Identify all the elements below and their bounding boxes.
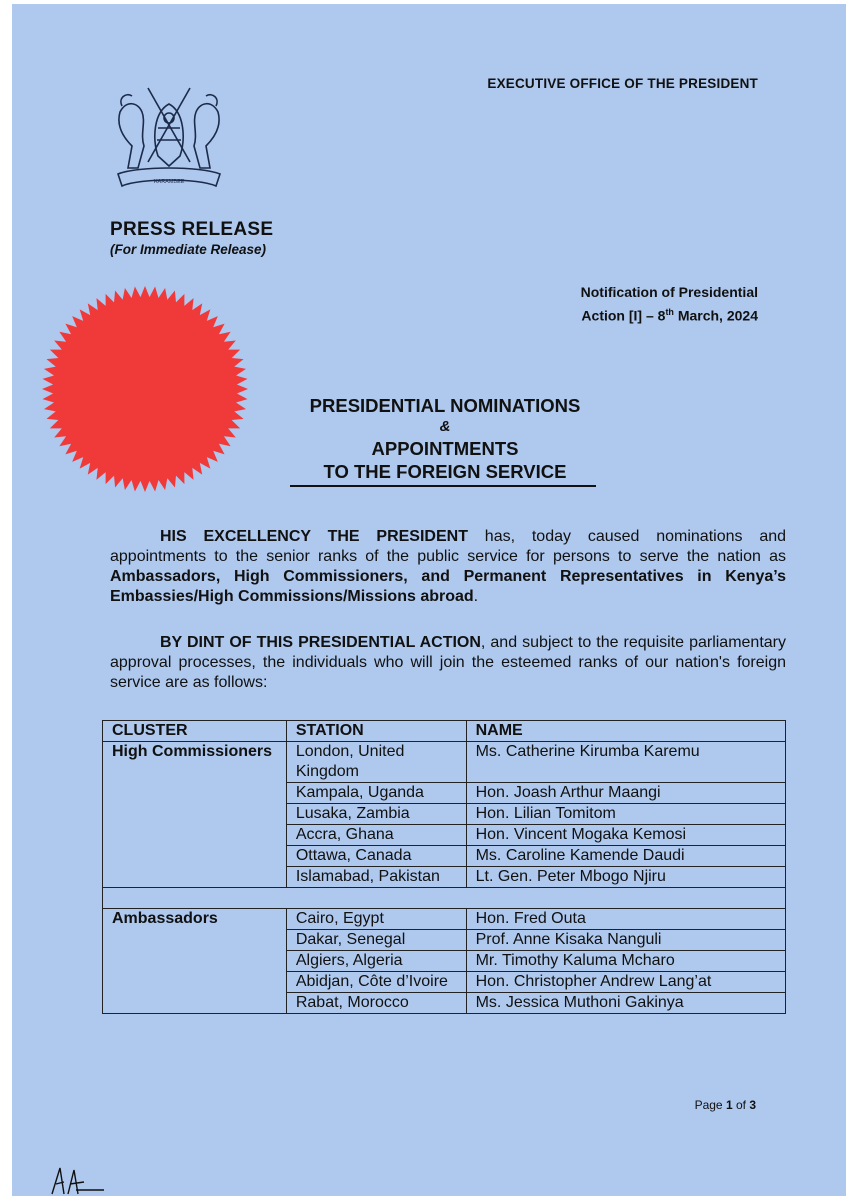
column-header-name: NAME	[466, 721, 785, 742]
document-heading	[286, 394, 604, 487]
column-header-station: STATION	[286, 721, 466, 742]
name-cell: Lt. Gen. Peter Mbogo Njiru	[466, 867, 785, 888]
notification-line-1: Notification of Presidential	[580, 284, 758, 300]
name-cell: Prof. Anne Kisaka Nanguli	[466, 930, 785, 951]
table-row	[103, 742, 786, 783]
station-cell: Algiers, Algeria	[286, 951, 466, 972]
heading-underline	[290, 485, 596, 487]
table-header-row	[103, 721, 786, 742]
table-separator-row	[103, 888, 786, 909]
column-header-cluster: CLUSTER	[103, 721, 287, 742]
notification-reference	[581, 282, 758, 326]
heading-line-1: PRESIDENTIAL NOMINATIONS	[309, 395, 581, 416]
station-cell: Rabat, Morocco	[286, 993, 466, 1014]
name-cell: Ms. Caroline Kamende Daudi	[466, 846, 785, 867]
name-cell: Ms. Jessica Muthoni Gakinya	[466, 993, 785, 1014]
paragraph-action: BY DINT OF THIS PRESIDENTIAL ACTION, and subject to the requisite parliamentary approval processes, the individuals who will join the esteemed ranks of our nation's foreign service are as follows:	[110, 634, 786, 691]
coat-of-arms-icon	[108, 82, 230, 192]
station-cell: Lusaka, Zambia	[286, 804, 466, 825]
document-page	[12, 4, 846, 1196]
station-cell: Abidjan, Côte d’Ivoire	[286, 972, 466, 993]
station-cell: Dakar, Senegal	[286, 930, 466, 951]
name-cell: Hon. Christopher Andrew Lang’at	[466, 972, 785, 993]
cluster-high-commissioners: High Commissioners	[103, 742, 287, 888]
name-cell: Hon. Fred Outa	[466, 909, 785, 930]
name-cell: Ms. Catherine Kirumba Karemu	[466, 742, 785, 783]
red-seal-icon	[42, 286, 248, 492]
svg-text:HARAMBEE: HARAMBEE	[153, 179, 185, 185]
name-cell: Mr. Timothy Kaluma Mcharo	[466, 951, 785, 972]
heading-line-2: APPOINTMENTS	[371, 438, 519, 459]
page-number: Page 1 of 3	[694, 1098, 756, 1112]
heading-ampersand: &	[439, 418, 451, 435]
nominations-table	[102, 720, 786, 1014]
station-cell: Cairo, Egypt	[286, 909, 466, 930]
paragraph-announcement: HIS EXCELLENCY THE PRESIDENT has, today caused nominations and appointments to the senior ranks of the public service for persons to serve the nation as Ambassadors, High Commissioners, and Permanent Representatives in Kenya’s Embassies/High Commissions/Missions abroad.	[110, 528, 787, 605]
table-row	[103, 909, 786, 930]
station-cell: Kampala, Uganda	[286, 783, 466, 804]
station-cell: Islamabad, Pakistan	[286, 867, 466, 888]
issuing-office: EXECUTIVE OFFICE OF THE PRESIDENT	[487, 76, 758, 91]
station-cell: Ottawa, Canada	[286, 846, 466, 867]
cluster-ambassadors: Ambassadors	[103, 909, 287, 1014]
notification-line-2: Action [I] – 8th March, 2024	[581, 307, 758, 324]
name-cell: Hon. Vincent Mogaka Kemosi	[466, 825, 785, 846]
heading-line-3: TO THE FOREIGN SERVICE	[323, 461, 567, 482]
station-cell: Accra, Ghana	[286, 825, 466, 846]
press-release-title: PRESS RELEASE	[110, 219, 274, 240]
name-cell: Hon. Joash Arthur Maangi	[466, 783, 785, 804]
name-cell: Hon. Lilian Tomitom	[466, 804, 785, 825]
signature-initials-icon	[48, 1164, 108, 1198]
station-cell: London, United Kingdom	[286, 742, 466, 783]
press-release-subtitle: (For Immediate Release)	[110, 242, 267, 257]
